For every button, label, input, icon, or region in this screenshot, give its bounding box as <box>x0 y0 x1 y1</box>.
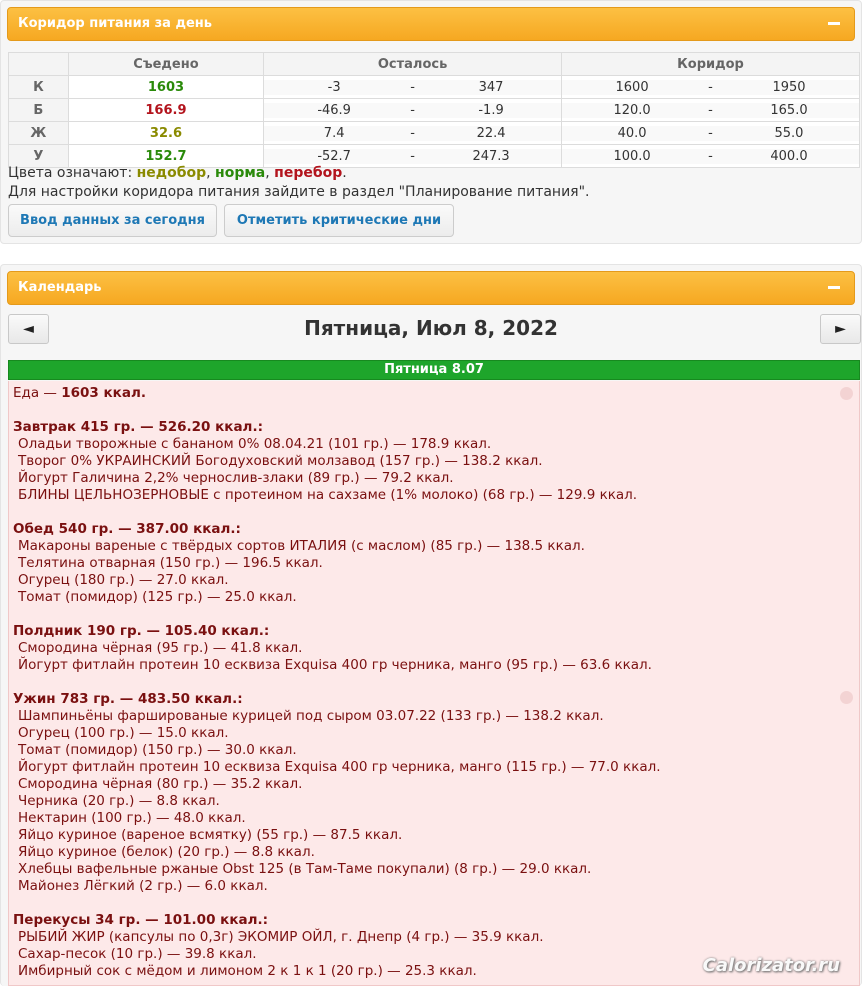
remaining-min: 7.4 <box>323 125 345 141</box>
food-item[interactable]: Смородина чёрная (95 гр.) — 41.8 ккал. <box>18 640 303 656</box>
food-prefix: Еда — <box>13 385 62 401</box>
corridor-header[interactable] <box>7 7 855 41</box>
food-item[interactable]: Яйцо куриное (белок) (20 гр.) — 8.8 ккал. <box>18 844 315 860</box>
remaining-max: 247.3 <box>472 148 510 164</box>
remaining-max: 22.4 <box>476 125 506 141</box>
legend-prefix: Цвета означают: <box>8 165 137 181</box>
range-dash: - <box>410 125 415 141</box>
mark-critical-days-button[interactable]: Отметить критические дни <box>224 204 454 237</box>
food-item[interactable]: Томат (помидор) (150 гр.) — 30.0 ккал. <box>18 742 297 758</box>
corridor-min: 100.0 <box>613 148 651 164</box>
apple-icon[interactable] <box>840 691 853 704</box>
remaining-min: -3 <box>327 79 341 95</box>
meal-block <box>13 691 855 895</box>
range-dash: - <box>708 148 713 164</box>
range-dash: - <box>708 79 713 95</box>
eaten-value: 152.7 <box>68 145 263 168</box>
apple-icon[interactable] <box>840 387 853 400</box>
meal-block <box>13 623 855 674</box>
food-item[interactable]: Смородина чёрная (80 гр.) — 35.2 ккал. <box>18 776 303 792</box>
watermark: Calorizator.ru <box>702 955 840 976</box>
corridor-min: 120.0 <box>613 102 651 118</box>
remaining-min: -46.9 <box>317 102 351 118</box>
corridor-table <box>8 52 860 168</box>
corridor-min: 1600 <box>615 79 649 95</box>
food-item[interactable]: Имбирный сок с мёдом и лимоном 2 к 1 к 1 (20 гр.) — 25.3 ккал. <box>18 963 477 979</box>
remaining-range <box>264 149 561 164</box>
corridor-row <box>9 99 860 122</box>
food-item[interactable]: Огурец (100 гр.) — 15.0 ккал. <box>18 725 229 741</box>
food-item[interactable]: Йогурт фитлайн протеин 10 есквиза Exquisa 400 гр черника, манго (115 гр.) — 77.0 ккал. <box>18 759 661 775</box>
remaining-range <box>264 103 561 118</box>
row-label: Ж <box>9 122 69 145</box>
corridor-min: 40.0 <box>617 125 647 141</box>
collapse-icon[interactable] <box>828 22 840 25</box>
meal-title[interactable]: Обед 540 гр. — 387.00 ккал.: <box>13 521 241 537</box>
range-dash: - <box>410 79 415 95</box>
legend-over: перебор <box>274 165 343 181</box>
food-item[interactable]: БЛИНЫ ЦЕЛЬНОЗЕРНОВЫЕ с протеином на сахзаме (1% молоко) (68 гр.) — 129.9 ккал. <box>18 487 638 503</box>
corridor-range <box>562 103 859 118</box>
corridor-range <box>562 149 859 164</box>
corridor-legend <box>8 164 590 202</box>
remaining-range <box>264 126 561 141</box>
corner-cell <box>9 53 69 76</box>
legend-sep1: , <box>206 165 216 181</box>
eaten-value: 1603 <box>68 76 263 99</box>
food-item[interactable]: Яйцо куриное (вареное всмятку) (55 гр.) — 87.5 ккал. <box>18 827 403 843</box>
food-item[interactable]: Нектарин (100 гр.) — 48.0 ккал. <box>18 810 246 826</box>
corridor-max: 55.0 <box>774 125 804 141</box>
meal-title[interactable]: Ужин 783 гр. — 483.50 ккал.: <box>13 691 243 707</box>
range-dash: - <box>410 148 415 164</box>
food-item[interactable]: Томат (помидор) (125 гр.) — 25.0 ккал. <box>18 589 297 605</box>
meal-block <box>13 419 855 504</box>
food-item[interactable]: Черника (20 гр.) — 8.8 ккал. <box>18 793 220 809</box>
legend-norm: норма <box>215 165 266 181</box>
calendar-header[interactable] <box>7 271 855 305</box>
meal-title[interactable]: Перекусы 34 гр. — 101.00 ккал.: <box>13 912 269 928</box>
food-item[interactable]: Хлебцы вафельные ржаные Obst 125 (в Там-Таме покупали) (8 гр.) — 29.0 ккал. <box>18 861 592 877</box>
food-item[interactable]: Шампиньёны фаршированые курицей под сыром 03.07.22 (133 гр.) — 138.2 ккал. <box>18 708 604 724</box>
food-item[interactable]: РЫБИЙ ЖИР (капсулы по 0,3г) ЭКОМИР ОЙЛ, г. Днепр (4 гр.) — 35.9 ккал. <box>18 929 544 945</box>
eaten-value: 32.6 <box>68 122 263 145</box>
day-entries <box>8 381 860 986</box>
header-eaten: Съедено <box>68 53 263 76</box>
food-item[interactable]: Творог 0% УКРАИНСКИЙ Богодуховский молзавод (157 гр.) — 138.2 ккал. <box>18 453 543 469</box>
row-label: Б <box>9 99 69 122</box>
remaining-range <box>264 80 561 95</box>
range-dash: - <box>410 102 415 118</box>
color-legend <box>8 164 590 183</box>
legend-under: недобор <box>136 165 207 181</box>
corridor-range <box>562 126 859 141</box>
legend-end: . <box>342 165 347 181</box>
legend-sep2: , <box>265 165 275 181</box>
corridor-title: Коридор питания за день <box>18 16 212 31</box>
header-corridor: Коридор <box>562 53 860 76</box>
meal-title[interactable]: Завтрак 415 гр. — 526.20 ккал.: <box>13 419 263 435</box>
header-remaining: Осталось <box>264 53 562 76</box>
prev-day-button[interactable]: ◄ <box>8 314 49 344</box>
row-label: К <box>9 76 69 99</box>
meal-block <box>13 521 855 606</box>
calendar-title: Календарь <box>18 280 102 295</box>
corridor-range <box>562 80 859 95</box>
food-item[interactable]: Телятина отварная (150 гр.) — 196.5 ккал. <box>18 555 323 571</box>
range-dash: - <box>708 102 713 118</box>
corridor-max: 400.0 <box>770 148 808 164</box>
corridor-row <box>9 122 860 145</box>
food-item[interactable]: Оладьи творожные с бананом 0% 08.04.21 (101 гр.) — 178.9 ккал. <box>18 436 492 452</box>
remaining-min: -52.7 <box>317 148 351 164</box>
row-label: У <box>9 145 69 168</box>
day-label[interactable]: Пятница 8.07 <box>8 360 860 380</box>
corridor-row <box>9 76 860 99</box>
food-total-line <box>13 385 855 402</box>
food-item[interactable]: Огурец (180 гр.) — 27.0 ккал. <box>18 572 229 588</box>
remaining-max: 347 <box>478 79 504 95</box>
date-title: Пятница, Июл 8, 2022 <box>304 316 558 340</box>
eaten-value: 166.9 <box>68 99 263 122</box>
food-item[interactable]: Сахар-песок (10 гр.) — 39.8 ккал. <box>18 946 257 962</box>
food-item[interactable]: Майонез Лёгкий (2 гр.) — 6.0 ккал. <box>18 878 268 894</box>
collapse-icon[interactable] <box>828 286 840 289</box>
food-item[interactable]: Макароны вареные с твёрдых сортов ИТАЛИЯ (с маслом) (85 гр.) — 138.5 ккал. <box>18 538 585 554</box>
next-day-button[interactable]: ► <box>820 314 861 344</box>
food-item[interactable]: Йогурт фитлайн протеин 10 есквиза Exquisa 400 гр черника, манго (95 гр.) — 63.6 ккал. <box>18 657 652 673</box>
enter-today-button[interactable]: Ввод данных за сегодня <box>8 204 217 237</box>
food-item[interactable]: Йогурт Галичина 2,2% чернослив-злаки (89 гр.) — 79.2 ккал. <box>18 470 454 486</box>
range-dash: - <box>708 125 713 141</box>
planning-hint: Для настройки коридора питания зайдите в раздел "Планирование питания". <box>8 184 590 200</box>
remaining-max: -1.9 <box>478 102 504 118</box>
corridor-max: 165.0 <box>770 102 808 118</box>
meal-title[interactable]: Полдник 190 гр. — 105.40 ккал.: <box>13 623 270 639</box>
corridor-max: 1950 <box>772 79 806 95</box>
food-total: 1603 ккал. <box>61 385 146 401</box>
